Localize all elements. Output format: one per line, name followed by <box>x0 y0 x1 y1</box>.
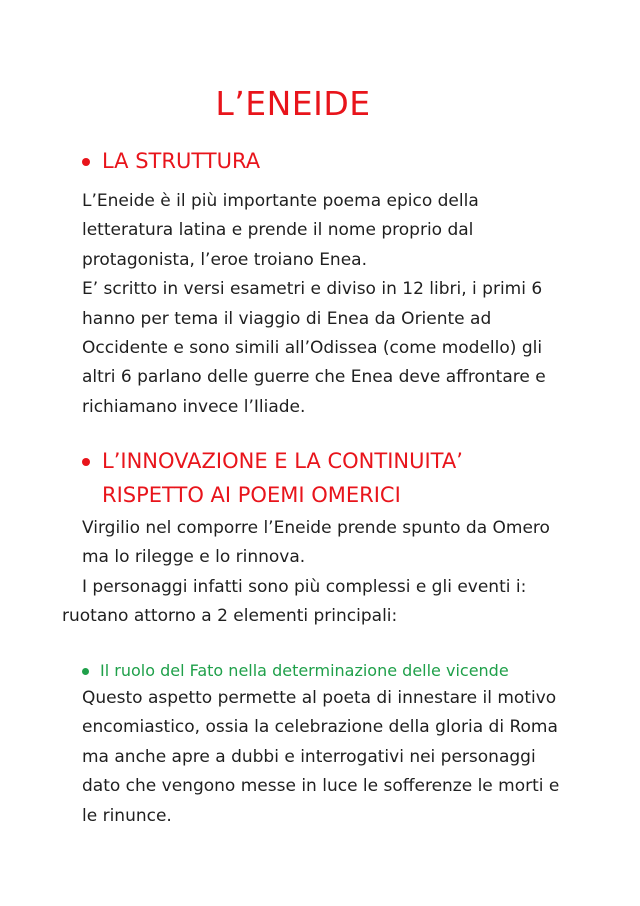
heading-text-continued: RISPETTO AI POEMI OMERICI <box>102 483 401 507</box>
text-line: ma anche apre a dubbi e interrogativi nei personaggi <box>82 746 536 767</box>
text-line: Virgilio nel comporre l’Eneide prende spunto da Omero <box>82 518 550 538</box>
bullet-icon <box>82 158 90 166</box>
subheading-text: Il ruolo del Fato nella determinazione delle vicende <box>100 661 509 680</box>
text-line: ma lo rilegge e lo rinnova. <box>82 547 306 568</box>
text-line: Occidente e sono simili all’Odissea (come modello) gli <box>82 338 543 359</box>
text-line: altri 6 parlano delle guerre che Enea deve affrontare e <box>82 367 546 388</box>
text-line: hanno per tema il viaggio di Enea da Oriente ad <box>82 308 492 329</box>
document-title: L’ENEIDE <box>215 84 371 123</box>
text-line: letteratura latina e prende il nome proprio dal <box>82 220 474 241</box>
bullet-icon <box>82 668 89 675</box>
paragraph-struttura <box>82 187 546 422</box>
text-line: Questo aspetto permette al poeta di innestare il motivo <box>82 688 557 708</box>
text-line: E’ scritto in versi esametri e diviso in 12 libri, i primi 6 <box>82 279 543 300</box>
heading-text: LA STRUTTURA <box>102 149 261 173</box>
text-line: dato che vengono messe in luce le sofferenze le morti e <box>82 776 560 797</box>
paragraph-fato <box>82 684 559 831</box>
paragraph-innovazione <box>62 514 550 632</box>
bullet-icon <box>82 458 90 466</box>
text-line: le rinunce. <box>82 805 172 826</box>
text-line: I personaggi infatti sono più complessi e gli eventi i: <box>82 576 527 597</box>
text-line: encomiastico, ossia la celebrazione della gloria di Roma <box>82 717 558 738</box>
text-line: protagonista, l’eroe troiano Enea. <box>82 249 367 270</box>
text-line: L’Eneide è il più importante poema epico della <box>82 191 479 211</box>
text-line: ruotano attorno a 2 elementi principali: <box>62 606 398 627</box>
heading-text: L’INNOVAZIONE E LA CONTINUITA’ <box>102 449 463 473</box>
text-line: richiamano invece l’Iliade. <box>82 396 306 417</box>
